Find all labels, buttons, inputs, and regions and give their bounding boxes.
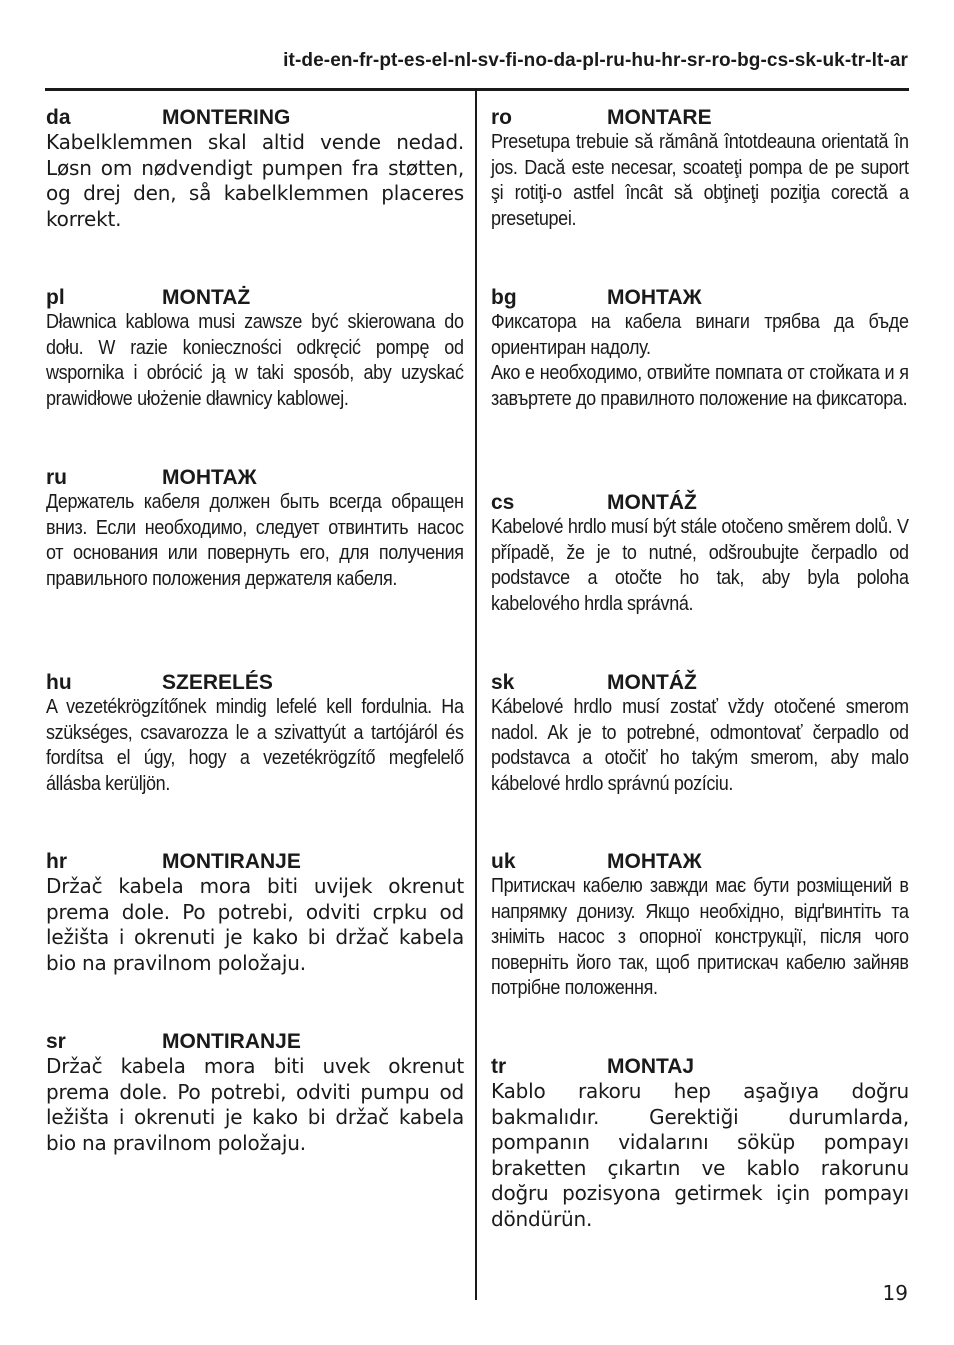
section-title: MONTAŻ bbox=[162, 286, 251, 309]
section-heading bbox=[46, 671, 464, 695]
language-code: tr bbox=[491, 1055, 507, 1078]
language-code: ro bbox=[491, 106, 512, 129]
language-code: hr bbox=[46, 850, 67, 873]
section-heading bbox=[491, 850, 909, 874]
section-heading bbox=[491, 671, 909, 695]
language-code: da bbox=[46, 106, 71, 129]
language-code: sr bbox=[46, 1030, 66, 1053]
section-ru bbox=[46, 466, 464, 592]
language-code: uk bbox=[491, 850, 516, 873]
section-cs bbox=[491, 491, 909, 617]
section-title: MONTERING bbox=[162, 106, 291, 129]
section-title: MONTIRANJE bbox=[162, 1030, 301, 1053]
header-divider bbox=[45, 88, 909, 91]
section-tr bbox=[491, 1055, 909, 1232]
section-heading bbox=[46, 1030, 464, 1054]
section-body: Держатель кабеля должен быть всегда обращен вниз. Если необходимо, следует отвинтить насос от основания или повернуть его, для получения правильного положения держателя кабеля. bbox=[46, 491, 464, 590]
section-bg bbox=[491, 286, 909, 412]
section-body: Kablo rakoru hep aşağıya doğru bakmalıdır. Gerektiği durumlarda, pompanın vidalarını söküp pompayı braketten çıkartın ve kablo rakorunu doğru pozisyona getirmek için pompayı döndürün. bbox=[491, 1079, 909, 1231]
section-sr bbox=[46, 1030, 464, 1156]
section-title: MONTARE bbox=[607, 106, 712, 129]
section-body-continued: Ако е необходимо, отвийте помпата от стойката и я завъртете до правилното положение на фиксатора. bbox=[491, 362, 909, 410]
section-body: Držač kabela mora biti uvek okrenut prema dole. Po potrebi, odviti pumpu od ležišta i okrenuti je kako bi držač kabela bio na pravilnom položaju. bbox=[46, 1054, 464, 1155]
section-title: MONTÁŽ bbox=[607, 491, 697, 514]
language-code: bg bbox=[491, 286, 517, 309]
section-body: Kábelové hrdlo musí zostať vždy otočené smerom nadol. Ak je to potrebné, odmontovať čerpadlo od podstavca a otočiť ho takým smerom, aby malo kábelové hrdlo správnú pozíciu. bbox=[491, 696, 909, 795]
section-pl bbox=[46, 286, 464, 412]
section-heading bbox=[46, 850, 464, 874]
section-hr bbox=[46, 850, 464, 976]
section-title: МОНТАЖ bbox=[607, 286, 702, 309]
section-hu bbox=[46, 671, 464, 797]
section-title: МОНТАЖ bbox=[162, 466, 257, 489]
section-body: Притискач кабелю завжди має бути розміщений в напрямку донизу. Якщо необхідно, відґвинтіть та зніміть насос з опорної конструкції, після чого поверніть його так, щоб притискач кабелю зайняв потрібне положення. bbox=[491, 875, 909, 999]
language-code: pl bbox=[46, 286, 65, 309]
section-sk bbox=[491, 671, 909, 797]
section-body: Držač kabela mora biti uvijek okrenut prema dole. Po potrebi, odviti crpku od ležišta i okrenuti je kako bi držač kabela bio na pravilnom položaju. bbox=[46, 874, 464, 975]
language-code: cs bbox=[491, 491, 515, 514]
section-title: MONTAJ bbox=[607, 1055, 695, 1078]
section-title: МОНТАЖ bbox=[607, 850, 702, 873]
section-heading bbox=[491, 286, 909, 310]
language-code: sk bbox=[491, 671, 515, 694]
section-body: A vezetékrögzítőnek mindig lefelé kell fordulnia. Ha szükséges, csavarozza le a szivattyút a tartójáról és fordítsa el úgy, hogy a vezetékrögzítő megfelelő állásba kerüljön. bbox=[46, 696, 464, 795]
column-divider bbox=[475, 91, 477, 1300]
section-ro bbox=[491, 106, 909, 232]
section-heading bbox=[491, 491, 909, 515]
section-heading bbox=[491, 1055, 909, 1079]
language-codes-header: it-de-en-fr-pt-es-el-nl-sv-fi-no-da-pl-ru-hu-hr-sr-ro-bg-cs-sk-uk-tr-lt-ar bbox=[283, 50, 908, 71]
language-code: hu bbox=[46, 671, 72, 694]
section-body: Kabelové hrdlo musí být stále otočeno směrem dolů. V případě, že je to nutné, odšroubujte čerpadlo od podstavce a otočte ho tak, aby byla poloha kabelového hrdla správná. bbox=[491, 516, 909, 615]
page-number: 19 bbox=[882, 1281, 908, 1305]
section-title: SZERELÉS bbox=[162, 671, 273, 694]
section-da bbox=[46, 106, 464, 232]
section-title: MONTÁŽ bbox=[607, 671, 697, 694]
section-heading bbox=[46, 466, 464, 490]
section-heading bbox=[491, 106, 909, 130]
section-heading bbox=[46, 286, 464, 310]
section-title: MONTIRANJE bbox=[162, 850, 301, 873]
section-body: Presetupa trebuie să rămână întotdeauna orientată în jos. Dacă este necesar, scoateţi pompa de pe suport şi rotiţi-o astfel încât să obţineţi poziţia corectă a presetupei. bbox=[491, 131, 909, 230]
section-uk bbox=[491, 850, 909, 1002]
section-heading bbox=[46, 106, 464, 130]
section-body: Kabelklemmen skal altid vende nedad. Løsn om nødvendigt pumpen fra støtten, og drej den, så kabelklemmen placeres korrekt. bbox=[46, 130, 464, 231]
section-body: Dławnica kablowa musi zawsze być skierowana do dołu. W razie konieczności odkręcić pompę od wspornika i obrócić ją w taki sposób, aby uzyskać prawidłowe ułożenie dławnicy kablowej. bbox=[46, 311, 464, 410]
section-body: Фиксатора на кабела винаги трябва да бъде ориентиран надолу. bbox=[491, 311, 909, 359]
language-code: ru bbox=[46, 466, 67, 489]
